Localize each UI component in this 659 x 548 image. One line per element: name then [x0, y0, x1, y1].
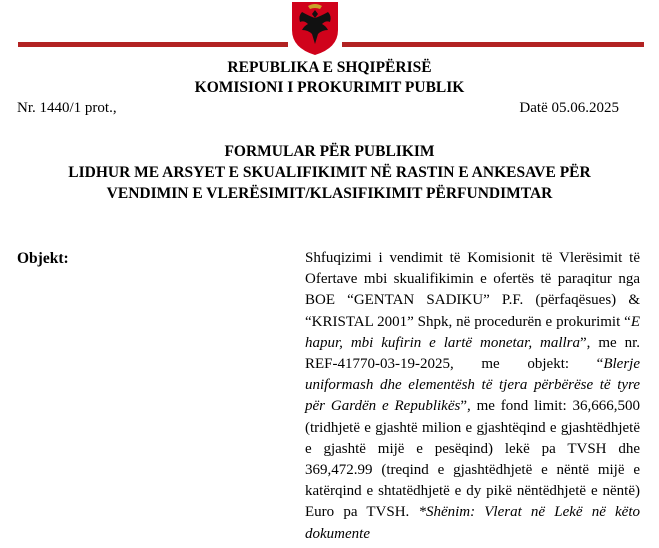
form-subtitle-line2: VENDIMIN E VLERËSIMIT/KLASIFIKIMIT PËRFUNDIMTAR [106, 185, 553, 202]
object-text-part2: ”, me nr. REF-41770-03-19-2025, me objekt: “ [305, 334, 641, 373]
object-label: Objekt: [17, 250, 69, 267]
form-subtitle-line1: LIDHUR ME ARSYET E SKUALIFIKIMIT NË RASTIN E ANKESAVE PËR [68, 164, 591, 181]
header-rule-right [342, 42, 644, 47]
republic-heading: REPUBLIKA E SHQIPËRISË [227, 59, 432, 76]
document-date: Datë 05.06.2025 [519, 100, 619, 116]
form-title: FORMULAR PËR PUBLIKIM [224, 143, 435, 160]
header-rule-left [18, 42, 288, 47]
albanian-eagle-emblem-icon [288, 0, 342, 56]
procedure-type: E hapur, mbi kufirin e lartë monetar, mallra [305, 313, 640, 351]
object-text-part1: Shfuqizimi i vendimit të Komisionit të Vlerësimit të Ofertave mbi skualifikimin e ofertës të paraqitur nga BOE “GENTAN SADIKU” P.F. (përfaqësues) & “KRISTAL 2001” Shpk, në procedurën e prokurimit “ [305, 250, 640, 330]
procurement-object: Blerje uniformash dhe elementësh të tjera përbërëse të tyre për Gardën e Republikës [305, 356, 640, 415]
object-text-part3: ”, me fond limit: 36,666,500 (tridhjetë e gjashtë milion e gjashtëqind e gjashtëdhjetë e gjashtë mijë e pesëqind) lekë pa TVSH dhe 369,472.99 (treqind e gjashtëdhjetë e nëntë mijë e katërqind e shtatëdhjetë e dy pikë nëntëdhjetë e nëntë) Euro pa TVSH. [305, 398, 641, 521]
currency-note: *Shënim: Vlerat në Lekë në këto dokumente [305, 504, 641, 542]
object-description [305, 248, 640, 545]
protocol-number: Nr. 1440/1 prot., [17, 100, 117, 116]
commission-heading: KOMISIONI I PROKURIMIT PUBLIK [194, 79, 465, 96]
